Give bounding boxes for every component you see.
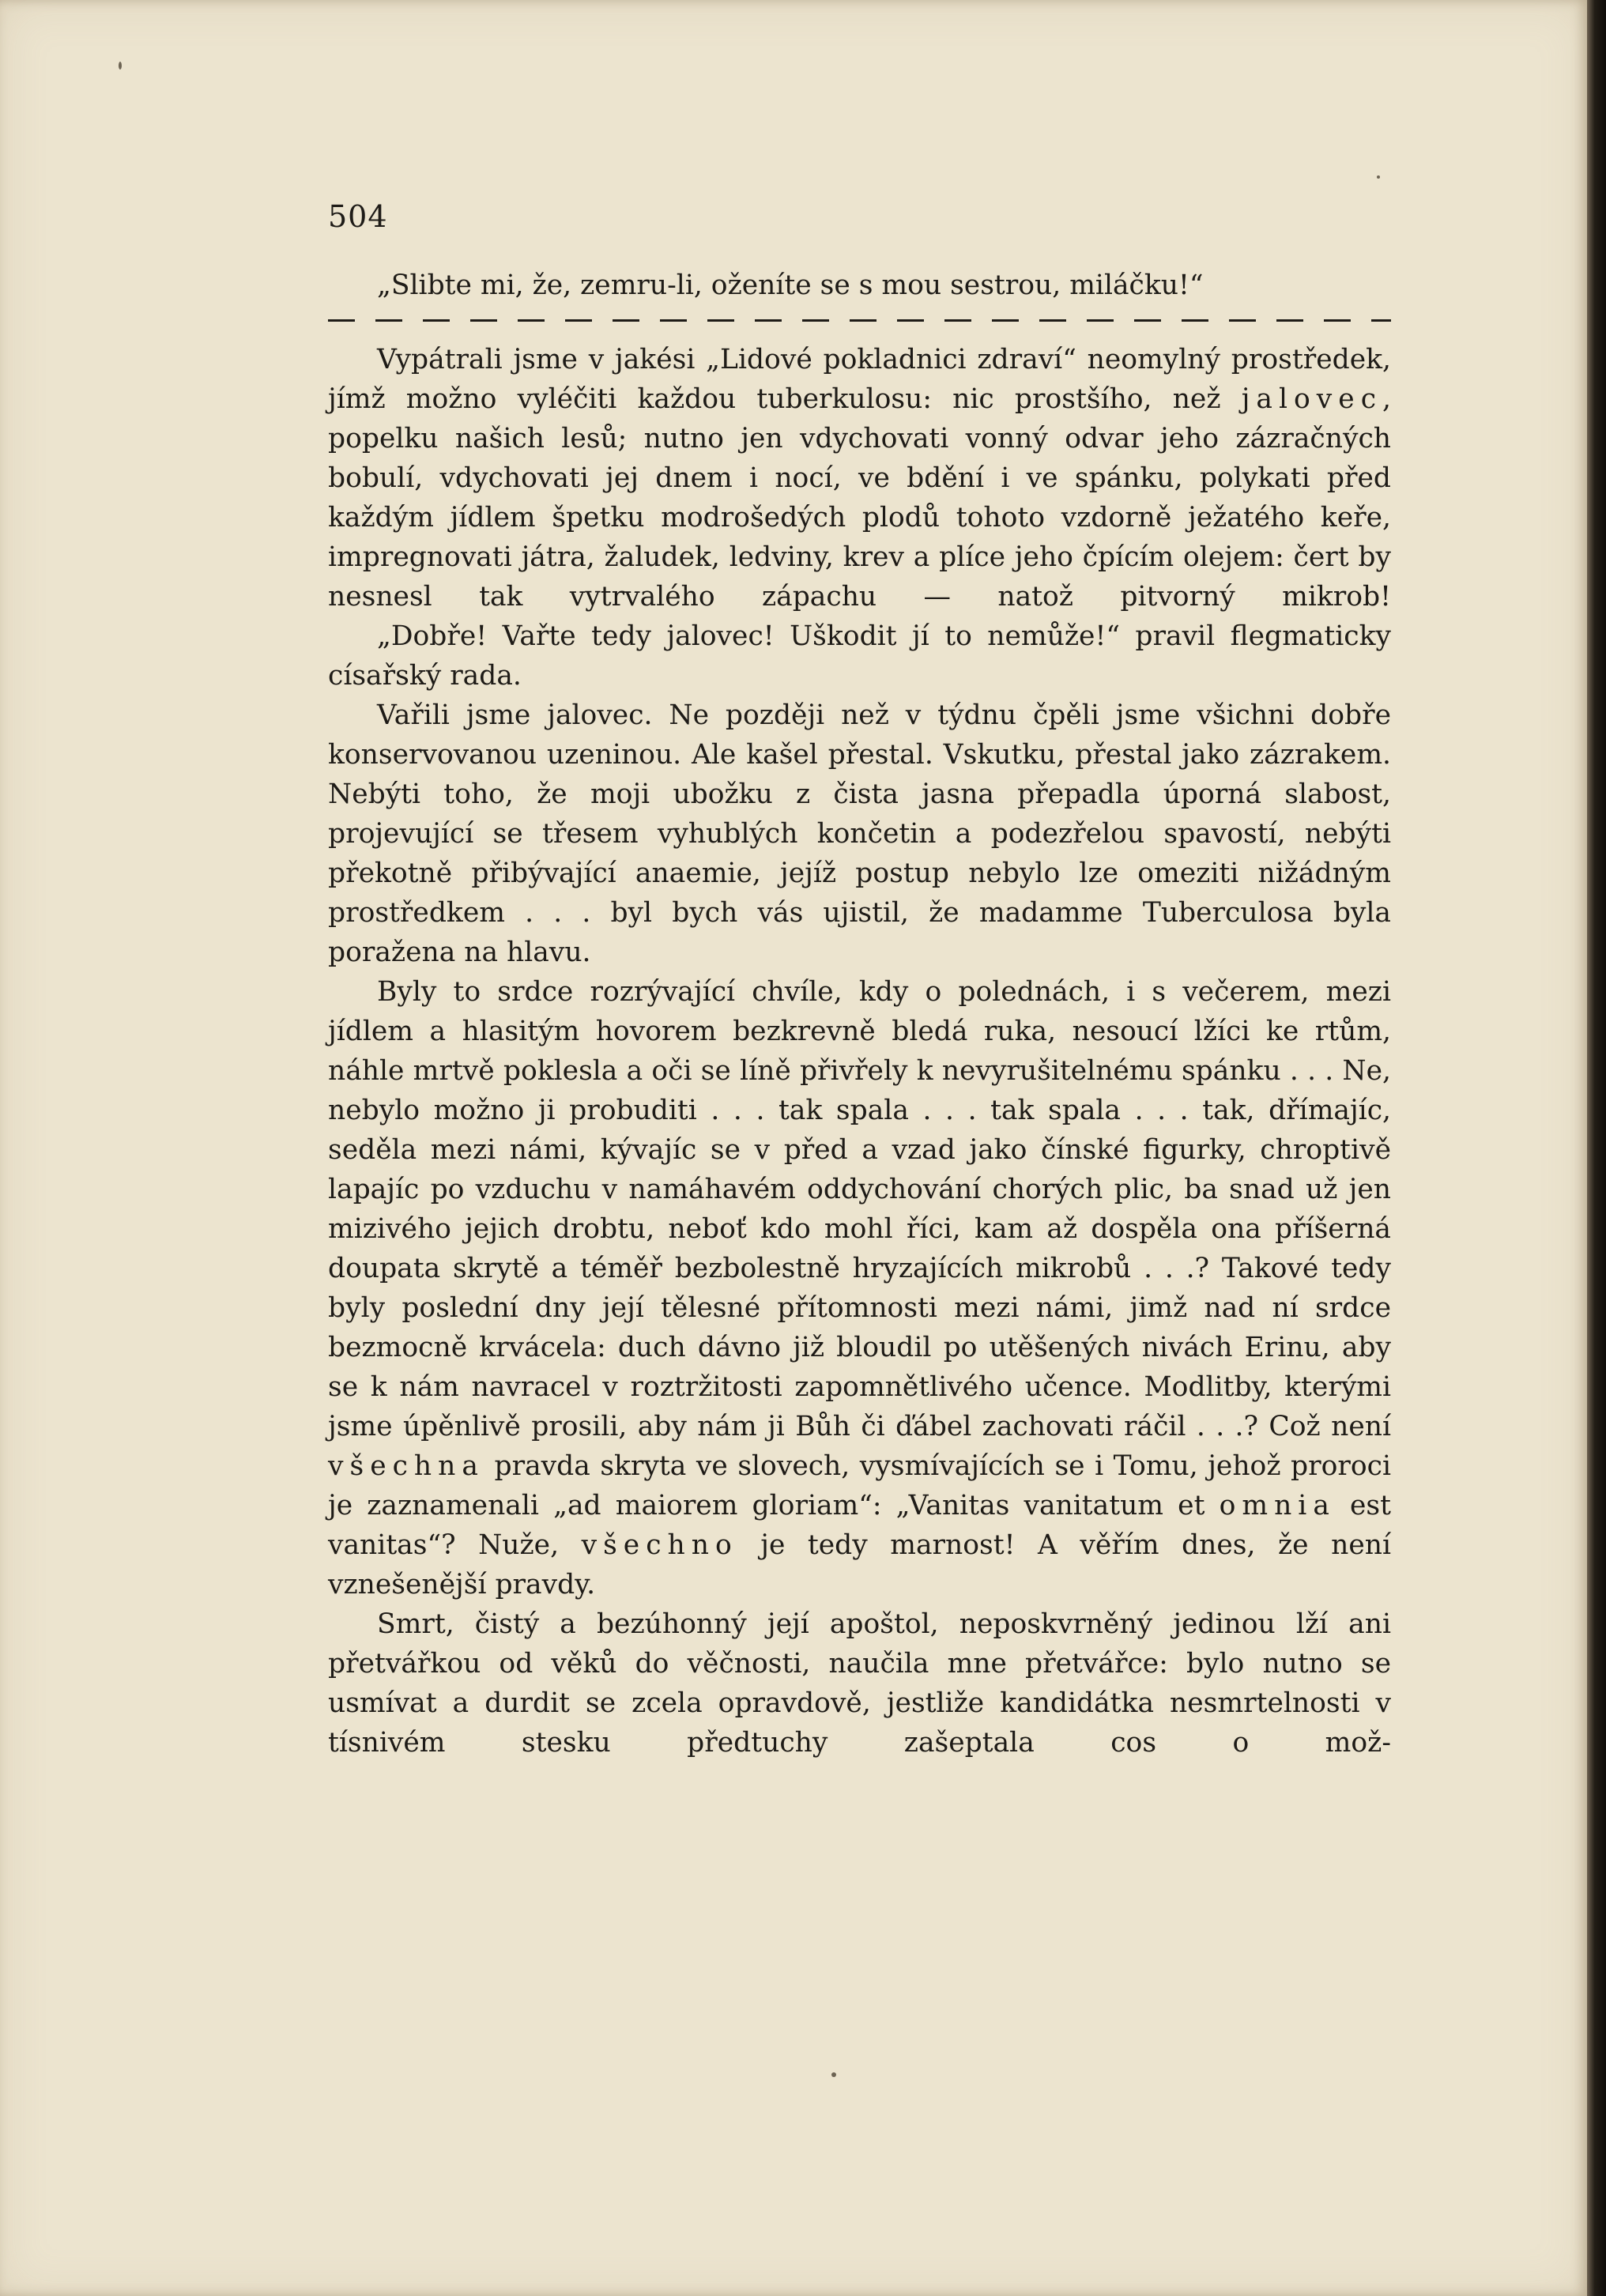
paragraph: Vypátrali jsme v jakési „Lidové pokladnici zdraví“ neomylný prostředek, jímž možno vyléčiti každou tuberkulosu: nic prostšího, než jalovec, popelku našich lesů; nutno jen vdychovati vonný odvar jeho zázračných bobulí, vdychovati jej dnem i nocí, ve bdění i ve spánku, polykati před každým jídlem špetku modrošedých plodů tohoto vzdorně ježatého keře, impregnovati játra, žaludek, ledviny, krev a plíce jeho čpícím olejem: čert by nesnesl tak vytrvalého zápachu — natož pitvorný mikrob! <box>328 344 1391 613</box>
paragraph: Byly to srdce rozrývající chvíle, kdy o polednách, i s večerem, mezi jídlem a hlasitým hovorem bezkrevně bledá ruka, nesoucí lžíci ke rtům, náhle mrtvě poklesla a oči se líně přivřely k nevyrušitelnému spánku . . . Ne, nebylo možno ji probuditi . . . tak spala . . . tak spala . . . tak, dřímajíc, seděla mezi námi, kývajíc se v před a vzad jako čínské figurky, chroptivě lapajíc po vzduchu v namáhavém oddychování chorých plic, ba snad už jen mizivého jejich drobtu, neboť kdo mohl říci, kam až dospěla ona příšerná doupata skrytě a téměř bezbolestně hryzajících mikrobů . . .? Takové tedy byly poslední dny její tělesné přítomnosti mezi námi, jimž nad ní srdce bezmocně krvácela: duch dávno již bloudil po utěšených nivách Erinu, aby se k nám navracel v roztržitosti zapomnětlivého učence. Modlitby, kterými jsme úpěnlivě prosili, aby nám ji Bůh či ďábel zachovati ráčil . . .? Což není všechna pravda skryta ve slovech, vysmívajících se i Tomu, jehož proroci je zaznamenali „ad maiorem gloriam“: „Vanitas vanitatum et omnia est vanitas“? Nuže, všechno je tedy marnost! A věřím dnes, že není vznešenější pravdy. <box>328 976 1392 1600</box>
emphasis: všechno <box>581 1529 738 1561</box>
paragraph: Vařili jsme jalovec. Ne později než v týdnu čpěli jsme všichni dobře konservovanou uzeninou. Ale kašel přestal. Vskutku, přestal jako zázrakem. Nebýti toho, že moji ubožku z čista jasna přepadla úporná slabost, projevující se třesem vyhublých končetin a podezřelou spavostí, nebýti překotně přibývající anaemie, jejíž postup nebylo lze omeziti nižádným prostředkem . . . byl bych vás ujistil, že madamme Tuberculosa byla poražena na hlavu. <box>328 699 1391 968</box>
opening-line: „Slibte mi, že, zemru-li, oženíte se s mou sestrou, miláčku!“ <box>377 270 1204 301</box>
emphasis: omnia <box>1219 1490 1336 1521</box>
dashed-section-divider <box>328 318 1391 322</box>
emphasis: jalovec <box>1241 383 1383 415</box>
book-spine-edge <box>1587 0 1606 2296</box>
page-speck <box>119 62 122 70</box>
page-number: 504 <box>328 199 388 234</box>
page-speck <box>831 2072 836 2077</box>
emphasis: všechna <box>328 1450 484 1482</box>
page-speck <box>1377 175 1380 179</box>
paragraph: Smrt, čistý a bezúhonný její apoštol, neposkvrněný jedinou lží ani přetvářkou od věků do věčnosti, naučila mne přetvářce: bylo nutno se usmívat a durdit se zcela opravdově, jestliže kandidátka nesmrtelnosti v tísnivém stesku předtuchy zašeptala cos o mož- <box>328 1608 1391 1759</box>
body-text <box>328 266 1391 1763</box>
paragraph: „Dobře! Vařte tedy jalovec! Uškodit jí to nemůže!“ pravil flegmaticky císařský rada. <box>328 620 1391 692</box>
